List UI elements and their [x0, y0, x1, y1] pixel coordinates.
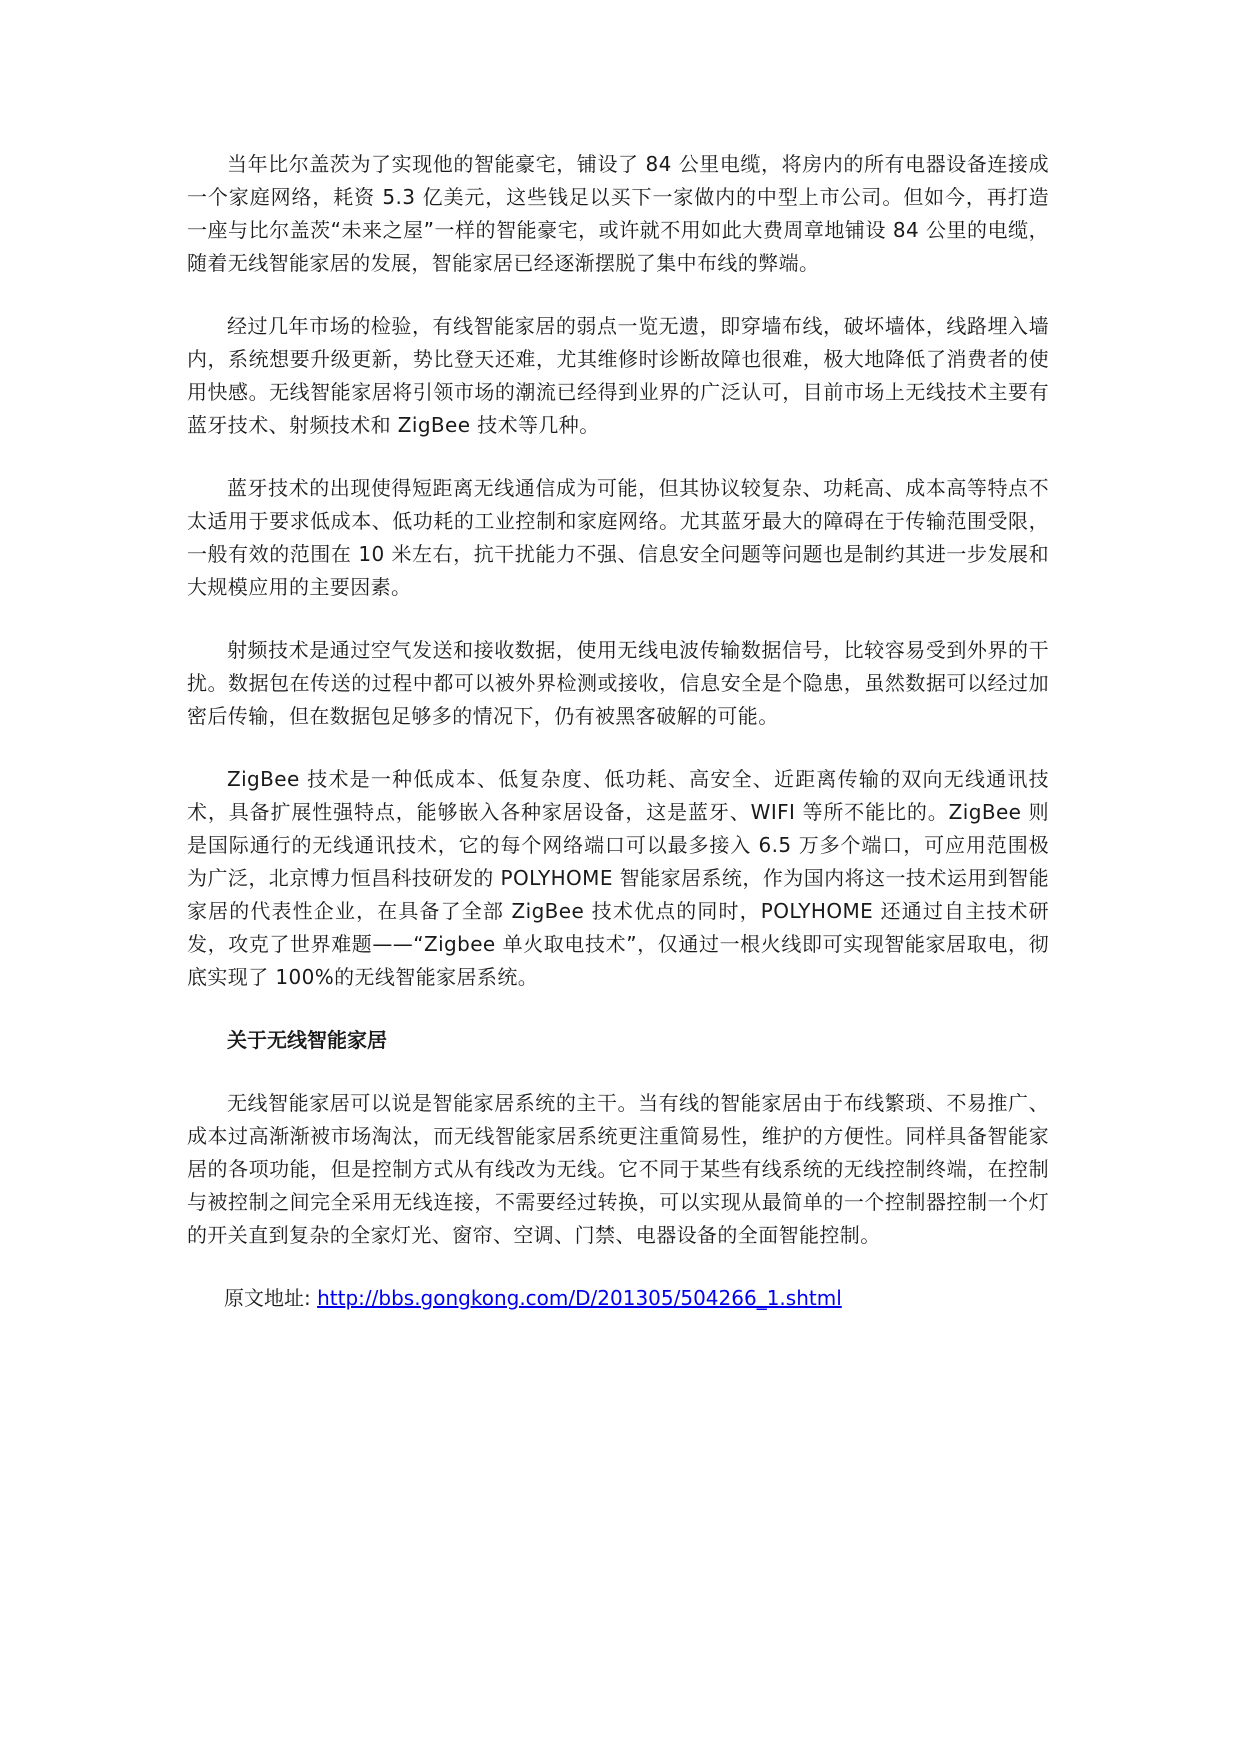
paragraph-zigbee: ZigBee 技术是一种低成本、低复杂度、低功耗、高安全、近距离传输的双向无线通讯技术，具备扩展性强特点，能够嵌入各种家居设备，这是蓝牙、WIFI 等所不能比的。ZigBee 则是国际通行的无线通讯技术，它的每个网络端口可以最多接入 6.5 万多个端口，可应用范围极为广泛，北京博力恒昌科技研发的 POLYHOME 智能家居系统，作为国内将这一技术运用到智能家居的代表性企业，在具备了全部 ZigBee 技术优点的同时，POLYHOME 还通过自主技术研发，攻克了世界难题——“Zigbee 单火取电技术”，仅通过一根火线即可实现智能家居取电，彻底实现了 100%的无线智能家居系统。 [187, 767, 1049, 989]
section-heading: 关于无线智能家居 [227, 1028, 387, 1052]
source-line [187, 1282, 1049, 1315]
paragraph-wired-weakness: 经过几年市场的检验，有线智能家居的弱点一览无遗，即穿墙布线，破坏墙体，线路埋入墙内，系统想要升级更新，势比登天还难，尤其维修时诊断故障也很难，极大地降低了消费者的使用快感。无线智能家居将引领市场的潮流已经得到业界的广泛认可，目前市场上无线技术主要有蓝牙技术、射频技术和 ZigBee 技术等几种。 [187, 314, 1049, 437]
paragraph-bill-gates-smart-home: 当年比尔盖茨为了实现他的智能豪宅，铺设了 84 公里电缆，将房内的所有电器设备连接成一个家庭网络，耗资 5.3 亿美元，这些钱足以买下一家做内的中型上市公司。但如今，再打造一座与比尔盖茨“未来之屋”一样的智能豪宅，或许就不用如此大费周章地铺设 84 公里的电缆，随着无线智能家居的发展，智能家居已经逐渐摆脱了集中布线的弊端。 [187, 152, 1049, 275]
source-link[interactable]: http://bbs.gongkong.com/D/201305/504266_1.shtml [317, 1286, 842, 1310]
paragraph-bluetooth: 蓝牙技术的出现使得短距离无线通信成为可能，但其协议较复杂、功耗高、成本高等特点不太适用于要求低成本、低功耗的工业控制和家庭网络。尤其蓝牙最大的障碍在于传输范围受限，一般有效的范围在 10 米左右，抗干扰能力不强、信息安全问题等问题也是制约其进一步发展和大规模应用的主要因素。 [187, 476, 1049, 599]
paragraph-rf-technology: 射频技术是通过空气发送和接收数据，使用无线电波传输数据信号，比较容易受到外界的干扰。数据包在传送的过程中都可以被外界检测或接收，信息安全是个隐患，虽然数据可以经过加密后传输，但在数据包足够多的情况下，仍有被黑客破解的可能。 [187, 638, 1049, 728]
document-body [187, 148, 1049, 1315]
paragraph-wireless-smart-home: 无线智能家居可以说是智能家居系统的主干。当有线的智能家居由于布线繁琐、不易推广、成本过高渐渐被市场淘汰，而无线智能家居系统更注重简易性，维护的方便性。同样具备智能家居的各项功能，但是控制方式从有线改为无线。它不同于某些有线系统的无线控制终端，在控制与被控制之间完全采用无线连接，不需要经过转换，可以实现从最简单的一个控制器控制一个灯的开关直到复杂的全家灯光、窗帘、空调、门禁、电器设备的全面智能控制。 [187, 1091, 1049, 1247]
source-label: 原文地址: [224, 1286, 318, 1310]
